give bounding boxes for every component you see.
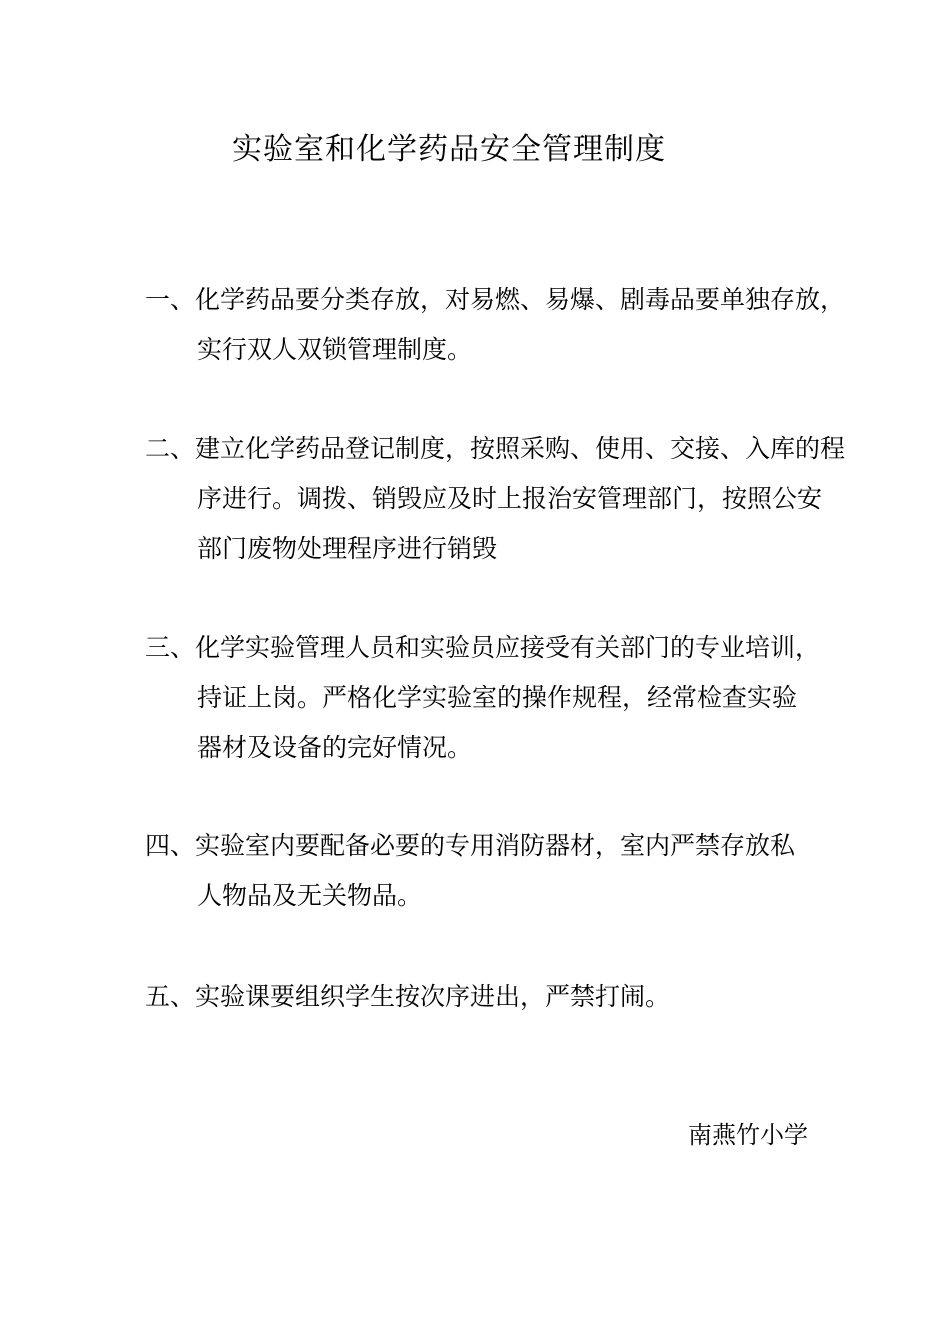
rule-section-4 [145,821,825,921]
rule-line: 三、化学实验管理人员和实验员应接受有关部门的专业培训， [145,633,821,662]
rule-line: 器材及设备的完好情况。 [197,733,473,762]
document-title: 实验室和化学药品安全管理制度 [232,132,666,167]
rule-line: 五、实验课要组织学生按次序进出，严禁打闹。 [145,982,671,1011]
rule-line: 序进行。调拨、销毁应及时上报治安管理部门，按照公安 [197,484,823,513]
rule-line: 四、实验室内要配备必要的专用消防器材，室内严禁存放私 [145,831,796,860]
rule-section-5 [145,972,825,1022]
rule-line: 人物品及无关物品。 [197,881,423,910]
rule-section-1 [145,275,846,375]
rule-line: 二、建立化学药品登记制度，按照采购、使用、交接、入库的程 [145,434,846,463]
school-signature: 南燕竹小学 [688,1121,808,1149]
rule-line: 部门废物处理程序进行销毁 [197,534,498,563]
rule-section-2 [145,424,846,574]
rule-section-3 [145,623,825,773]
rule-line: 实行双人双锁管理制度。 [197,335,473,364]
rule-line: 持证上岗。严格化学实验室的操作规程，经常检查实验 [197,683,798,712]
rule-line: 一、化学药品要分类存放，对易燃、易爆、剧毒品要单独存放， [145,285,846,314]
